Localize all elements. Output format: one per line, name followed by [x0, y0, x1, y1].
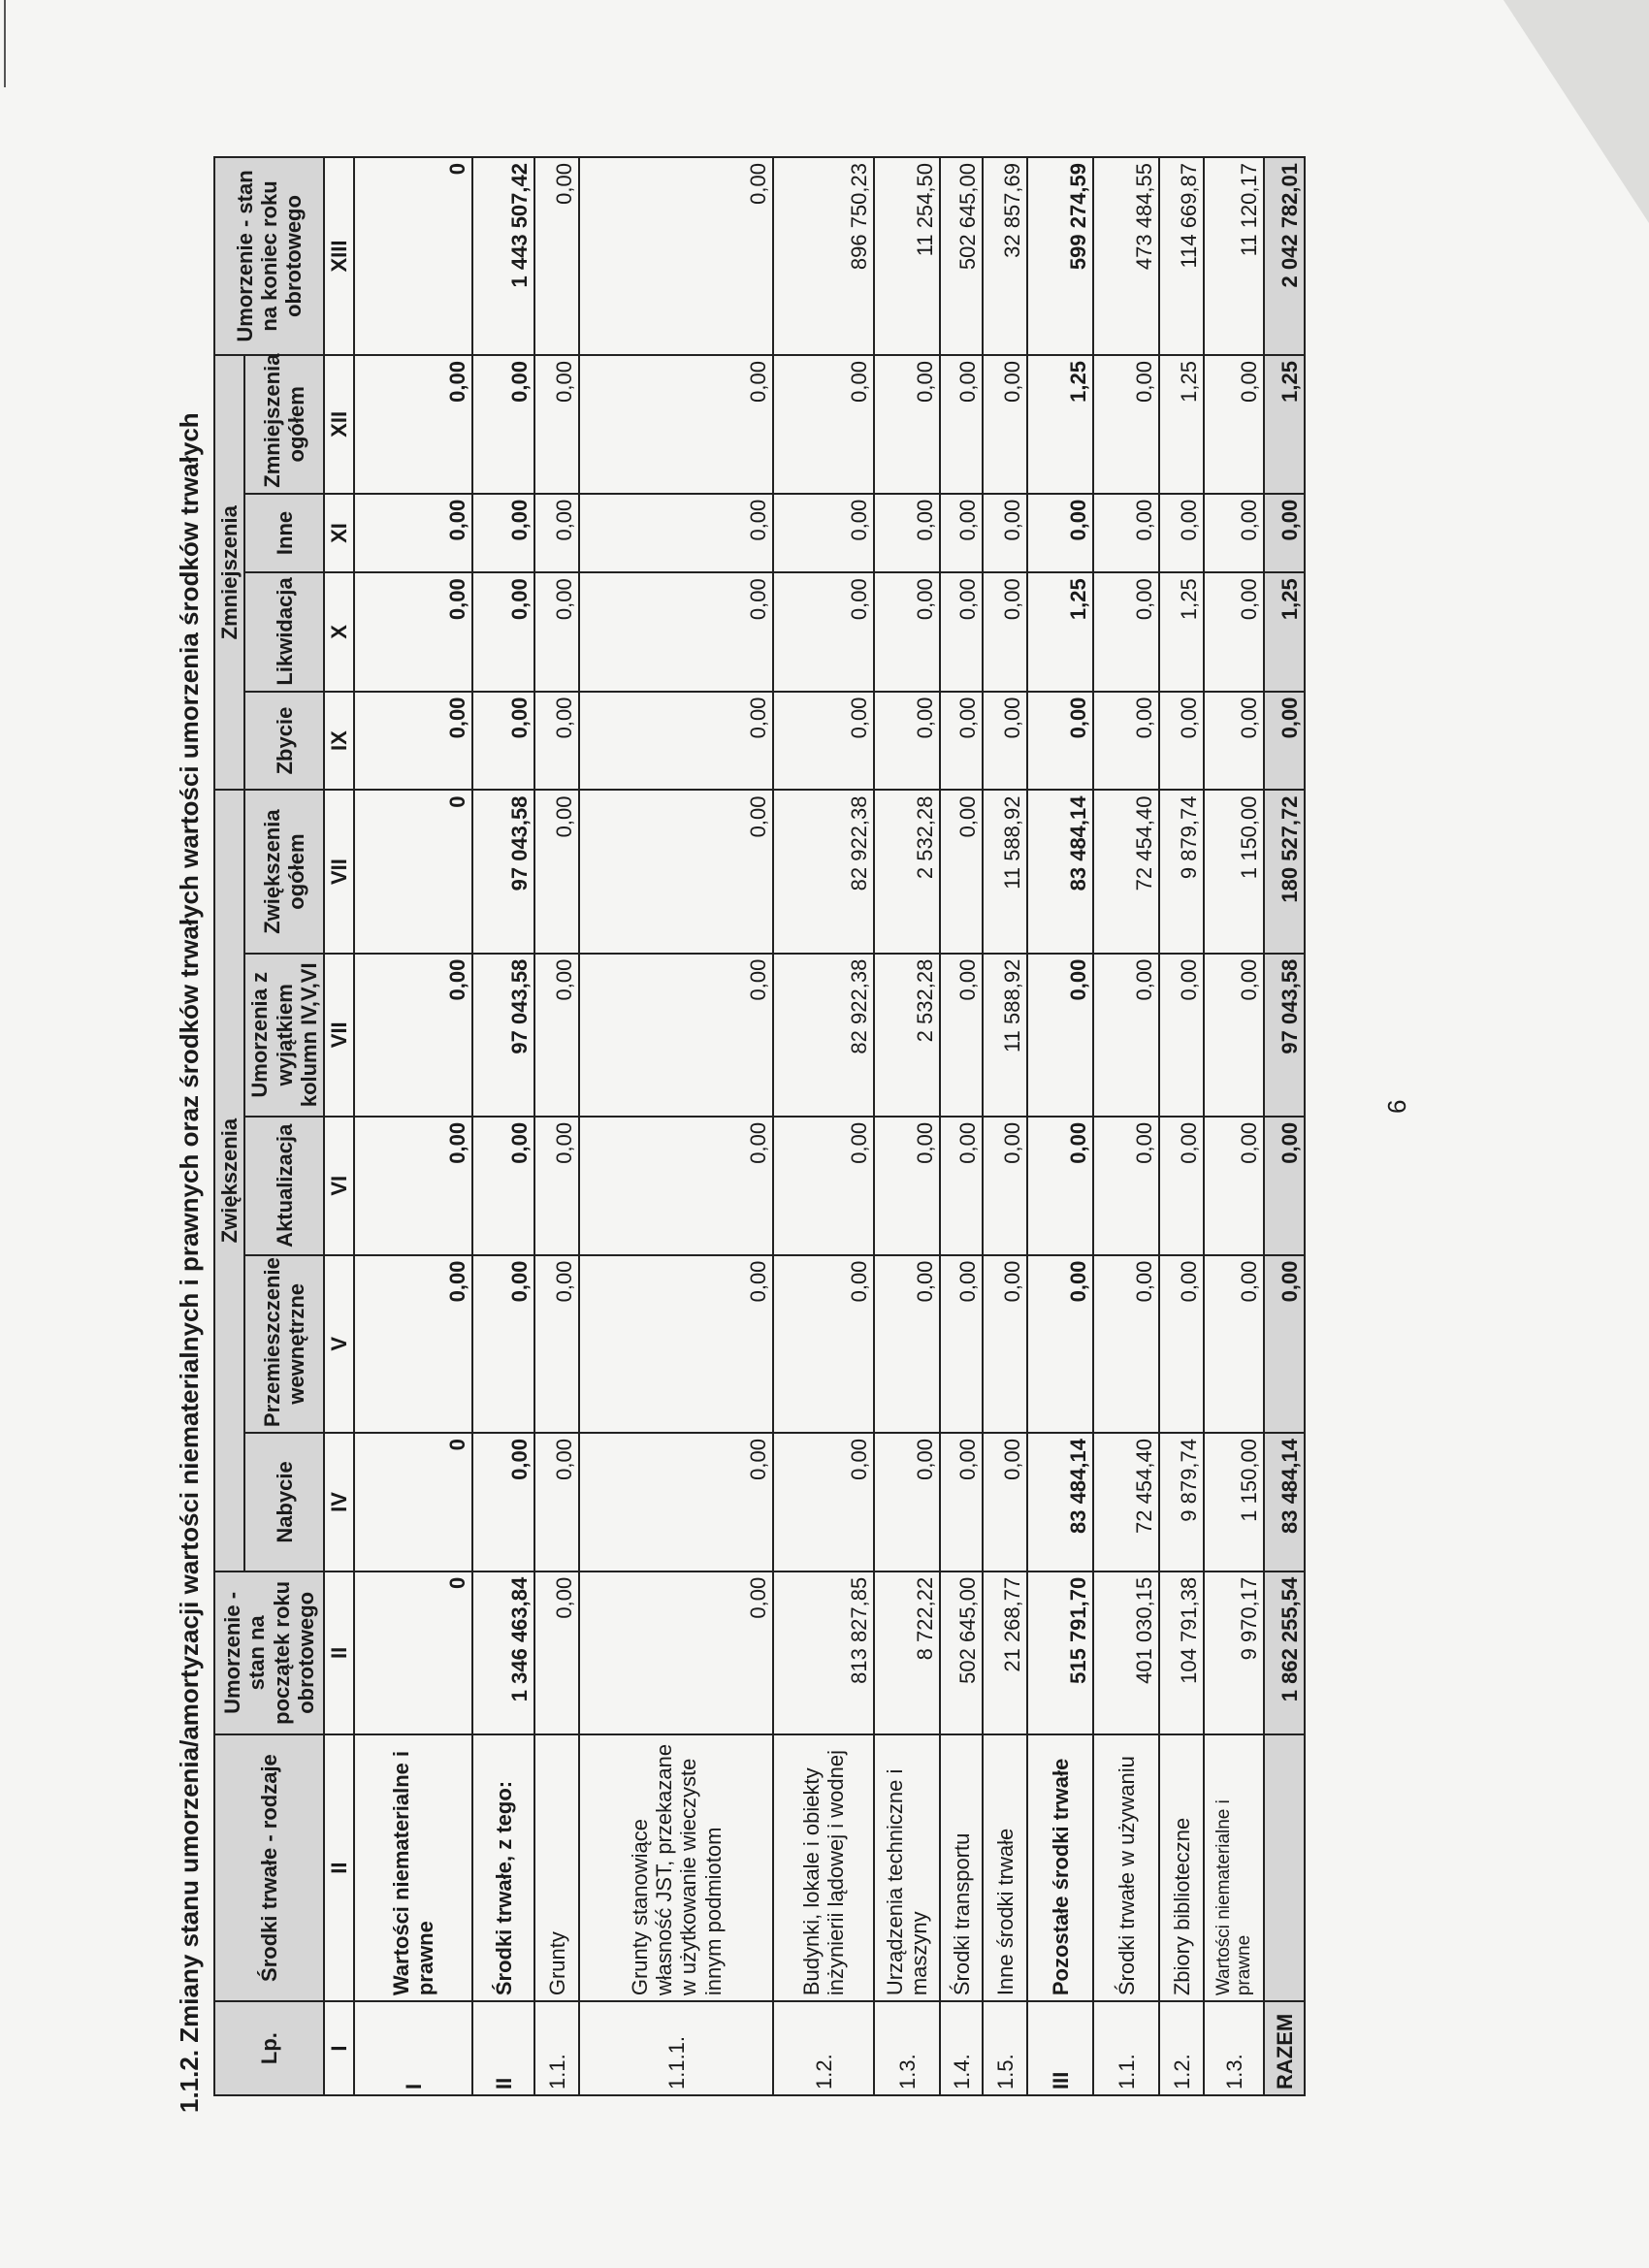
- value-cell: 0,00: [1093, 692, 1159, 791]
- value-cell: 0,00: [1264, 692, 1305, 791]
- value-cell: 0,00: [534, 1571, 579, 1734]
- value-cell: 0,00: [983, 355, 1027, 494]
- row-lp: 1.1.: [534, 2001, 579, 2095]
- value-cell: 0: [354, 791, 472, 954]
- table-row: [354, 157, 472, 2095]
- depreciation-table: [213, 156, 1306, 2096]
- value-cell: 0,00: [874, 494, 940, 573]
- value-cell: 83 484,14: [1027, 791, 1093, 954]
- row-lp: RAZEM: [1264, 2001, 1305, 2095]
- value-cell: 401 030,15: [1093, 1571, 1159, 1734]
- value-cell: 0,00: [874, 1117, 940, 1255]
- value-cell: 0,00: [472, 355, 534, 494]
- roman-cell: VI: [324, 1117, 354, 1255]
- value-cell: 1,25: [1159, 572, 1204, 691]
- value-cell: 0,00: [1204, 1255, 1264, 1433]
- value-cell: 0,00: [579, 692, 773, 791]
- value-cell: 1 862 255,54: [1264, 1571, 1305, 1734]
- header-zmniejszenia: Zmniejszenia: [214, 355, 244, 791]
- row-lp: 1.1.1.: [579, 2001, 773, 2095]
- table-row: [1027, 157, 1093, 2095]
- value-cell: 2 532,28: [874, 954, 940, 1117]
- value-cell: 0,00: [354, 1255, 472, 1433]
- value-cell: 0,00: [472, 572, 534, 691]
- value-cell: 0,00: [472, 494, 534, 573]
- value-cell: 0,00: [773, 1433, 874, 1571]
- header-rodzaje: Środki trwałe - rodzaje: [214, 1734, 324, 2001]
- value-cell: 0,00: [579, 157, 773, 355]
- value-cell: 1 150,00: [1204, 791, 1264, 954]
- value-cell: 0,00: [1204, 1117, 1264, 1255]
- value-cell: 180 527,72: [1264, 791, 1305, 954]
- value-cell: 9 879,74: [1159, 791, 1204, 954]
- value-cell: 0,00: [1027, 1117, 1093, 1255]
- value-cell: 0,00: [1027, 494, 1093, 573]
- value-cell: 502 645,00: [940, 157, 983, 355]
- value-cell: 72 454,40: [1093, 1433, 1159, 1571]
- value-cell: 83 484,14: [1264, 1433, 1305, 1571]
- value-cell: 0,00: [1204, 954, 1264, 1117]
- value-cell: 0,00: [579, 791, 773, 954]
- value-cell: 502 645,00: [940, 1571, 983, 1734]
- value-cell: 1 443 507,42: [472, 157, 534, 355]
- roman-cell: IX: [324, 692, 354, 791]
- value-cell: 0,00: [773, 572, 874, 691]
- value-cell: 1,25: [1027, 572, 1093, 691]
- value-cell: 0,00: [534, 494, 579, 573]
- value-cell: 9 970,17: [1204, 1571, 1264, 1734]
- value-cell: 0,00: [472, 1433, 534, 1571]
- roman-cell: X: [324, 572, 354, 691]
- value-cell: 0,00: [773, 692, 874, 791]
- row-lp: II: [472, 2001, 534, 2095]
- row-name: Budynki, lokale i obiekty inżynierii lądowej i wodnej: [773, 1734, 874, 2001]
- row-name: Wartości niematerialne i prawne: [354, 1734, 472, 2001]
- value-cell: 9 879,74: [1159, 1433, 1204, 1571]
- value-cell: 83 484,14: [1027, 1433, 1093, 1571]
- value-cell: 0,00: [579, 954, 773, 1117]
- page-number: 6: [1382, 1099, 1411, 1114]
- row-name: Wartości niematerialne i prawne: [1204, 1734, 1264, 2001]
- value-cell: 0,00: [874, 692, 940, 791]
- value-cell: 0,00: [983, 1255, 1027, 1433]
- value-cell: 11 588,92: [983, 791, 1027, 954]
- value-cell: 0,00: [1204, 494, 1264, 573]
- header-likwidacja: Likwidacja: [244, 572, 324, 691]
- value-cell: 0,00: [472, 1255, 534, 1433]
- row-name: Środki transportu: [940, 1734, 983, 2001]
- value-cell: 0: [354, 1433, 472, 1571]
- value-cell: 0,00: [940, 494, 983, 573]
- value-cell: 82 922,38: [773, 791, 874, 954]
- value-cell: 0,00: [534, 1255, 579, 1433]
- value-cell: 0,00: [983, 572, 1027, 691]
- header-aktualizacja: Aktualizacja: [244, 1117, 324, 1255]
- value-cell: 0,00: [874, 1255, 940, 1433]
- header-lp: Lp.: [214, 2001, 324, 2095]
- value-cell: 0,00: [1093, 1255, 1159, 1433]
- value-cell: 0,00: [1264, 1117, 1305, 1255]
- table-row: [534, 157, 579, 2095]
- value-cell: 0,00: [1159, 954, 1204, 1117]
- row-name: Urządzenia techniczne i maszyny: [874, 1734, 940, 2001]
- value-cell: 11 254,50: [874, 157, 940, 355]
- roman-numeral-row: [324, 157, 354, 2095]
- value-cell: 11 120,17: [1204, 157, 1264, 355]
- value-cell: 0,00: [940, 572, 983, 691]
- roman-cell: XII: [324, 355, 354, 494]
- roman-cell: V: [324, 1255, 354, 1433]
- value-cell: 0,00: [1264, 1255, 1305, 1433]
- value-cell: 0,00: [534, 355, 579, 494]
- value-cell: 0,00: [1093, 494, 1159, 573]
- value-cell: 0,00: [1264, 494, 1305, 573]
- row-lp: I: [354, 2001, 472, 2095]
- value-cell: 0: [354, 157, 472, 355]
- value-cell: 0,00: [534, 954, 579, 1117]
- value-cell: 0,00: [534, 692, 579, 791]
- value-cell: 0,00: [940, 692, 983, 791]
- value-cell: 0,00: [534, 1117, 579, 1255]
- roman-cell: IV: [324, 1433, 354, 1571]
- table-row: [1204, 157, 1264, 2095]
- rotated-page-content: [175, 76, 1630, 2113]
- table-row: [874, 157, 940, 2095]
- value-cell: 1,25: [1027, 355, 1093, 494]
- row-name: Środki trwałe, z tego:: [472, 1734, 534, 2001]
- value-cell: 1,25: [1159, 355, 1204, 494]
- section-title: 1.1.2. Zmiany stanu umorzenia/amortyzacji wartości niematerialnych i prawnych oraz środków trwałych wartości umorzenia środków trwałych: [175, 412, 204, 2113]
- row-name: Zbiory biblioteczne: [1159, 1734, 1204, 2001]
- value-cell: 0,00: [579, 1433, 773, 1571]
- table-row: [773, 157, 874, 2095]
- value-cell: 0,00: [940, 791, 983, 954]
- value-cell: 0,00: [940, 355, 983, 494]
- row-lp: 1.1.: [1093, 2001, 1159, 2095]
- table-row: [1093, 157, 1159, 2095]
- value-cell: 1,25: [1264, 355, 1305, 494]
- value-cell: 0,00: [874, 572, 940, 691]
- roman-cell: VII: [324, 791, 354, 954]
- value-cell: 0,00: [773, 1255, 874, 1433]
- header-stan-koniec: Umorzenie - stan na koniec roku obrotowego: [214, 157, 324, 355]
- value-cell: 114 669,87: [1159, 157, 1204, 355]
- roman-cell: II: [324, 1734, 354, 2001]
- value-cell: 1,25: [1264, 572, 1305, 691]
- value-cell: 813 827,85: [773, 1571, 874, 1734]
- value-cell: 0: [354, 1571, 472, 1734]
- table-row: [983, 157, 1027, 2095]
- value-cell: 0,00: [1093, 954, 1159, 1117]
- value-cell: 0,00: [983, 1433, 1027, 1571]
- value-cell: 0,00: [983, 494, 1027, 573]
- roman-cell: VII: [324, 954, 354, 1117]
- value-cell: 97 043,58: [472, 791, 534, 954]
- value-cell: 0,00: [354, 572, 472, 691]
- header-zmniejszenia-ogolem: Zmniejszenia ogółem: [244, 355, 324, 494]
- table-row: [579, 157, 773, 2095]
- value-cell: 104 791,38: [1159, 1571, 1204, 1734]
- row-name: Środki trwałe w używaniu: [1093, 1734, 1159, 2001]
- header-umorzenia-wyjatek: Umorzenia z wyjątkiem kolumn IV,V,VI: [244, 954, 324, 1117]
- row-lp: 1.4.: [940, 2001, 983, 2095]
- value-cell: 0,00: [1204, 572, 1264, 691]
- value-cell: 0,00: [940, 954, 983, 1117]
- value-cell: 473 484,55: [1093, 157, 1159, 355]
- roman-cell: I: [324, 2001, 354, 2095]
- header-zbycie: Zbycie: [244, 692, 324, 791]
- value-cell: 0,00: [579, 355, 773, 494]
- row-name: Inne środki trwałe: [983, 1734, 1027, 2001]
- value-cell: 0,00: [1204, 692, 1264, 791]
- value-cell: 0,00: [983, 1117, 1027, 1255]
- value-cell: 0,00: [940, 1433, 983, 1571]
- value-cell: 72 454,40: [1093, 791, 1159, 954]
- value-cell: 515 791,70: [1027, 1571, 1093, 1734]
- value-cell: 0,00: [534, 157, 579, 355]
- row-lp: 1.5.: [983, 2001, 1027, 2095]
- value-cell: 0,00: [940, 1117, 983, 1255]
- value-cell: 0,00: [579, 1571, 773, 1734]
- row-name: Grunty: [534, 1734, 579, 2001]
- value-cell: 0,00: [354, 692, 472, 791]
- value-cell: 0,00: [354, 494, 472, 573]
- row-lp: 1.2.: [1159, 2001, 1204, 2095]
- table-row-total: [1264, 157, 1305, 2095]
- header-zwiekszenia-ogolem: Zwiększenia ogółem: [244, 791, 324, 954]
- value-cell: 0,00: [874, 355, 940, 494]
- value-cell: 1 150,00: [1204, 1433, 1264, 1571]
- value-cell: 896 750,23: [773, 157, 874, 355]
- value-cell: 0,00: [1204, 355, 1264, 494]
- row-name: Pozostałe środki trwałe: [1027, 1734, 1093, 2001]
- value-cell: 2 042 782,01: [1264, 157, 1305, 355]
- value-cell: 32 857,69: [983, 157, 1027, 355]
- value-cell: 0,00: [1093, 355, 1159, 494]
- value-cell: 2 532,28: [874, 791, 940, 954]
- roman-cell: XI: [324, 494, 354, 573]
- value-cell: 97 043,58: [472, 954, 534, 1117]
- value-cell: 0,00: [534, 791, 579, 954]
- table-row: [940, 157, 983, 2095]
- value-cell: 0,00: [874, 1433, 940, 1571]
- value-cell: 8 722,22: [874, 1571, 940, 1734]
- value-cell: 0,00: [1159, 1255, 1204, 1433]
- row-lp: 1.2.: [773, 2001, 874, 2095]
- value-cell: 11 588,92: [983, 954, 1027, 1117]
- value-cell: 0,00: [579, 1255, 773, 1433]
- value-cell: 0,00: [354, 1117, 472, 1255]
- value-cell: 599 274,59: [1027, 157, 1093, 355]
- scan-edge-mark: [4, 0, 6, 87]
- header-row-1: [214, 157, 244, 2095]
- roman-cell: XIII: [324, 157, 354, 355]
- value-cell: 97 043,58: [1264, 954, 1305, 1117]
- header-zwiekszenia: Zwiększenia: [214, 791, 244, 1571]
- header-stan-poczatek: Umorzenie - stan na początek roku obrotowego: [214, 1571, 324, 1734]
- header-inne: Inne: [244, 494, 324, 573]
- value-cell: 0,00: [773, 355, 874, 494]
- value-cell: 0,00: [1159, 1117, 1204, 1255]
- value-cell: 0,00: [534, 1433, 579, 1571]
- value-cell: 0,00: [1027, 1255, 1093, 1433]
- value-cell: 0,00: [773, 1117, 874, 1255]
- header-nabycie: Nabycie: [244, 1433, 324, 1571]
- row-lp: 1.3.: [874, 2001, 940, 2095]
- value-cell: 0,00: [472, 1117, 534, 1255]
- row-lp: 1.3.: [1204, 2001, 1264, 2095]
- row-name: Grunty stanowiące własność JST, przekazane w użytkowanie wieczyste innym podmiotom: [579, 1734, 773, 2001]
- value-cell: 82 922,38: [773, 954, 874, 1117]
- value-cell: 0,00: [1027, 954, 1093, 1117]
- value-cell: 0,00: [579, 494, 773, 573]
- value-cell: 0,00: [983, 692, 1027, 791]
- roman-cell: II: [324, 1571, 354, 1734]
- row-name: [1264, 1734, 1305, 2001]
- value-cell: 0,00: [773, 494, 874, 573]
- table-row: [1159, 157, 1204, 2095]
- value-cell: 0,00: [940, 1255, 983, 1433]
- value-cell: 0,00: [1093, 1117, 1159, 1255]
- value-cell: 0,00: [579, 1117, 773, 1255]
- value-cell: 0,00: [1093, 572, 1159, 691]
- value-cell: 0,00: [579, 572, 773, 691]
- value-cell: 0,00: [1159, 692, 1204, 791]
- header-przemieszczenie: Przemieszczenie wewnętrzne: [244, 1255, 324, 1433]
- value-cell: 0,00: [472, 692, 534, 791]
- value-cell: 0,00: [354, 954, 472, 1117]
- value-cell: 0,00: [1027, 692, 1093, 791]
- value-cell: 0,00: [354, 355, 472, 494]
- value-cell: 0,00: [1159, 494, 1204, 573]
- value-cell: 0,00: [534, 572, 579, 691]
- value-cell: 1 346 463,84: [472, 1571, 534, 1734]
- value-cell: 21 268,77: [983, 1571, 1027, 1734]
- table-row: [472, 157, 534, 2095]
- row-lp: III: [1027, 2001, 1093, 2095]
